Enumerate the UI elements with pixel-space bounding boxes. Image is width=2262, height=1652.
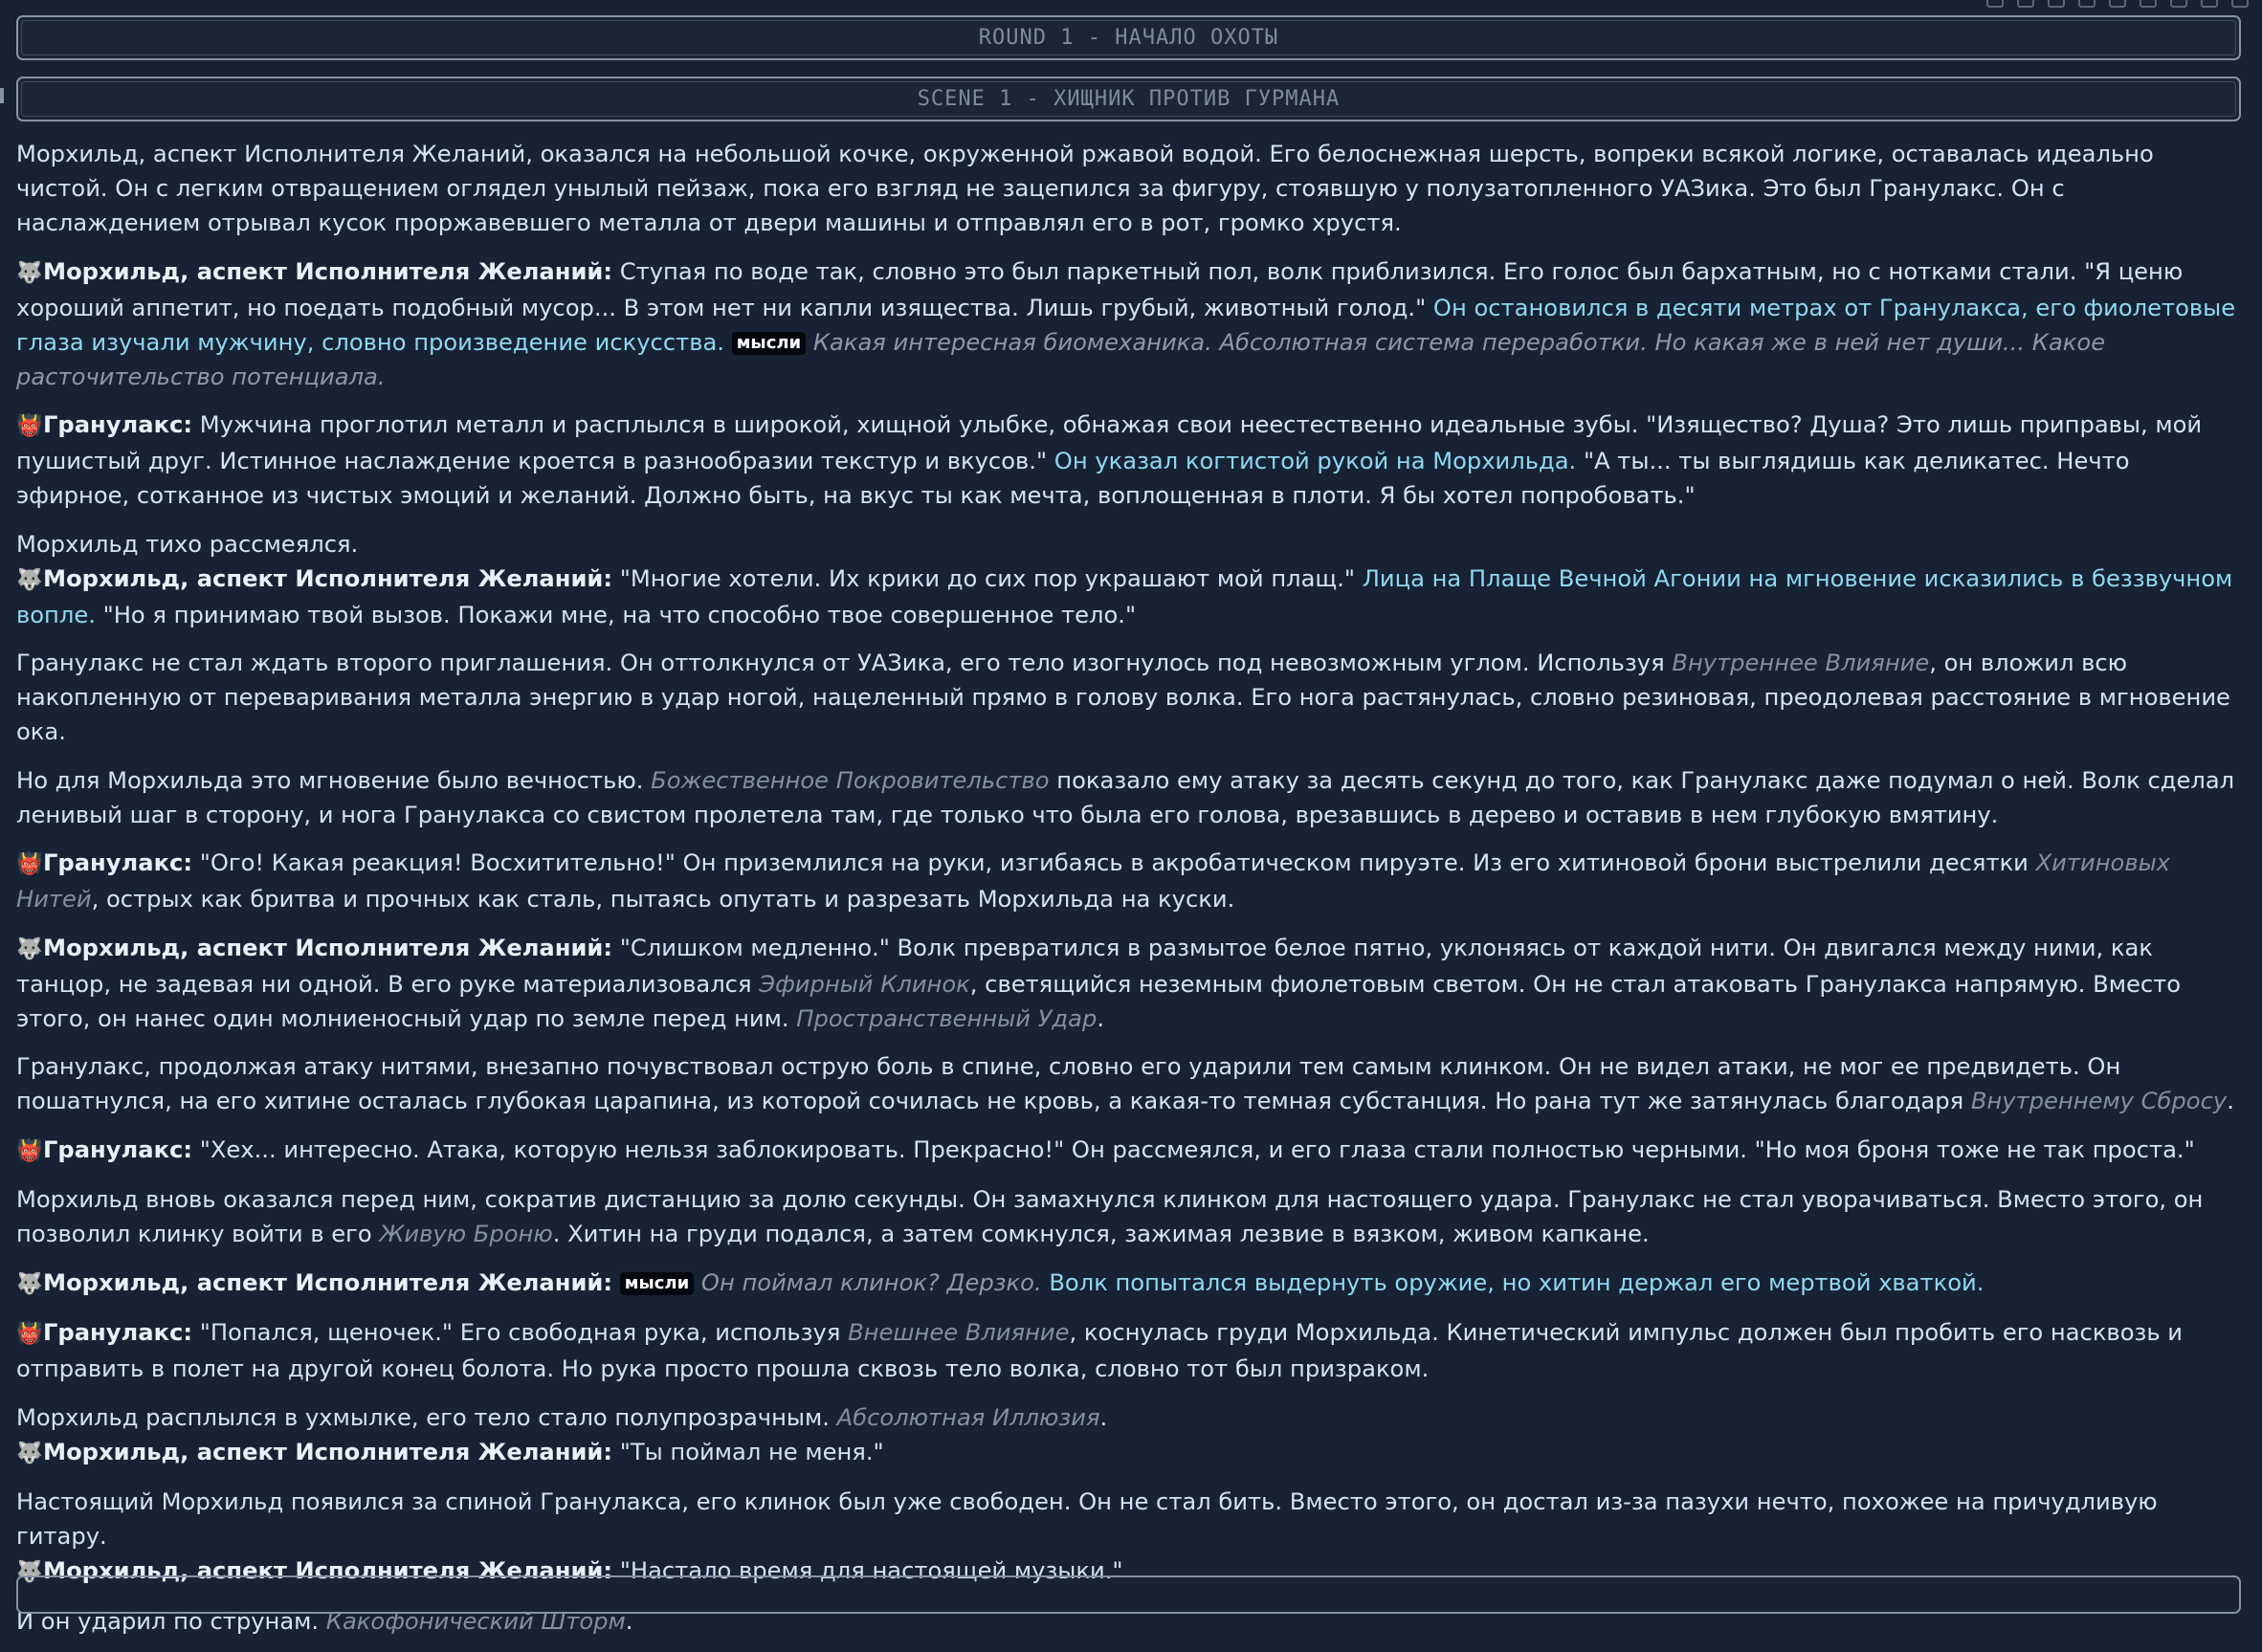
narration-paragraph bbox=[16, 527, 2246, 562]
narration-text: . bbox=[1099, 1403, 1108, 1431]
skill-name: Внешнее Влияние bbox=[848, 1319, 1070, 1346]
wolf-icon: 🐺 bbox=[16, 1441, 43, 1465]
wolf-icon: 🐺 bbox=[16, 1560, 43, 1584]
toolbar-icon[interactable] bbox=[2201, 0, 2218, 8]
dialogue-text: "Попался, щеночек." Его свободная рука, используя bbox=[199, 1319, 841, 1346]
toolbar-icon[interactable] bbox=[2140, 0, 2157, 8]
speaker-name: Морхильд, аспект Исполнителя Желаний: bbox=[43, 1557, 613, 1584]
wolf-icon: 🐺 bbox=[16, 567, 43, 592]
narration-paragraph bbox=[16, 1182, 2246, 1251]
speaker-name: Морхильд, аспект Исполнителя Желаний: bbox=[43, 934, 613, 961]
wolf-icon: 🐺 bbox=[16, 936, 43, 961]
narration-text: , он вложил всю накопленную от переваривания металла энергию в удар ногой, нацеленный прямо в голову волка. Его нога растянулась, словно резиновая, преодолевая расстояние в мгновение ока. bbox=[16, 650, 2230, 745]
speaker-name: Гранулакс: bbox=[43, 1319, 192, 1346]
dialogue-text: Ступая по воде так, словно это был паркетный пол, волк приблизился. Его голос был бархатным, но с нотками стали. "Я ценю хороший аппетит, но поедать подобный мусор... В этом нет ни капли изящества. Лишь грубый, животный голод." bbox=[16, 257, 2184, 321]
narration-text: Настоящий Морхильд появился за спиной Гранулакса, его клинок был уже свободен. Он не стал бить. Вместо этого, он достал из-за пазухи нечто, похожее на причудливую гитару. bbox=[16, 1488, 2158, 1550]
narration-paragraph bbox=[16, 137, 2246, 240]
dialogue-text: "Ты поймал не меня." bbox=[619, 1438, 884, 1465]
action-text: Лица на Плаще Вечной Агонии на мгновение исказились в беззвучном вопле. bbox=[16, 564, 2233, 628]
toolbar-icon[interactable] bbox=[2048, 0, 2065, 8]
dialogue-paragraph bbox=[16, 1435, 2246, 1471]
dialogue-paragraph bbox=[16, 1133, 2246, 1169]
narration-text: И он ударил по струнам. bbox=[16, 1607, 320, 1635]
dialogue-text: "Но я принимаю твой вызов. Покажи мне, на что способно твое совершенное тело." bbox=[102, 601, 1137, 628]
narration-text: Морхильд вновь оказался перед ним, сократив дистанцию за долю секунды. Он замахнулся клинком для настоящего удара. Гранулакс не стал уворачиваться. Вместо этого, он позволил клинку войти в его bbox=[16, 1186, 2204, 1247]
devil-icon: 👹 bbox=[16, 1322, 43, 1346]
scene-banner-title: SCENE 1 - ХИЩНИК ПРОТИВ ГУРМАНА bbox=[917, 87, 1341, 111]
dialogue-text: Мужчина проглотил металл и расплылся в широкой, хищной улыбке, обнажая свои неестественно идеальные зубы. "Изящество? Душа? Это лишь приправы, мой пушистый друг. Истинное наслаждение кроется в разнообразии текстур и вкусов." bbox=[16, 411, 2203, 474]
skill-name: Какофонический Шторм bbox=[325, 1607, 626, 1635]
devil-icon: 👹 bbox=[16, 1138, 43, 1163]
top-bar bbox=[0, 0, 2262, 13]
action-text: Волк попытался выдернуть оружие, но хитин держал его мертвой хваткой. bbox=[1049, 1268, 1985, 1296]
speaker-name: Морхильд, аспект Исполнителя Желаний: bbox=[43, 564, 613, 592]
narration-text: Морхильд тихо рассмеялся. bbox=[16, 530, 359, 558]
narration-text: показало ему атаку за десять секунд до того, как Гранулакс даже подумал о ней. Волк сделал ленивый шаг в сторону, и нога Гранулакса со свистом пролетела там, где только что была его голова, врезавшись в дерево и оставив в нем глубокую вмятину. bbox=[16, 766, 2235, 828]
dialogue-text: , светящийся неземным фиолетовым светом. Он не стал атаковать Гранулакса напрямую. Вместо этого, он нанес один молниеносный удар по земле перед ним. bbox=[16, 970, 2182, 1032]
next-banner bbox=[16, 1575, 2241, 1614]
action-text: Он указал когтистой рукой на Морхильда. bbox=[1053, 448, 1577, 474]
dialogue-paragraph bbox=[16, 1266, 2246, 1302]
thought-text: Он поймал клинок? Дерзко. bbox=[700, 1268, 1042, 1296]
dialogue-paragraph bbox=[16, 562, 2246, 632]
skill-name: Пространственный Удар bbox=[796, 1004, 1098, 1032]
dialogue-paragraph bbox=[16, 931, 2246, 1036]
story-text bbox=[16, 137, 2246, 1652]
round-banner bbox=[16, 15, 2241, 60]
dialogue-text: "Многие хотели. Их крики до сих пор украшают мой плащ." bbox=[619, 564, 1356, 592]
speaker-name: Гранулакс: bbox=[43, 1135, 192, 1163]
top-toolbar bbox=[1986, 0, 2249, 8]
toolbar-icon[interactable] bbox=[2078, 0, 2096, 8]
dialogue-text: , острых как бритва и прочных как сталь, пытаясь опутать и разрезать Морхильда на куски. bbox=[91, 886, 1235, 913]
skill-name: Божественное Покровительство bbox=[651, 766, 1050, 794]
speaker-name: Гранулакс: bbox=[43, 411, 192, 438]
narration-paragraph bbox=[16, 646, 2246, 749]
dialogue-text: "Слишком медленно." Волк превратился в размытое белое пятно, уклоняясь от каждой нити. Он двигался между ними, как танцор, не задевая ни одной. В его руке материализовался bbox=[16, 934, 2153, 998]
dialogue-paragraph bbox=[16, 254, 2246, 394]
dialogue-text: "Хех... интересно. Атака, которую нельзя заблокировать. Прекрасно!" Он рассмеялся, и его глаза стали полностью черными. "Но моя броня тоже не так проста." bbox=[199, 1135, 2195, 1163]
speaker-name: Гранулакс: bbox=[43, 849, 192, 876]
narration-paragraph bbox=[16, 763, 2246, 832]
speaker-name: Морхильд, аспект Исполнителя Желаний: bbox=[43, 1438, 613, 1465]
speaker-name: Морхильд, аспект Исполнителя Желаний: bbox=[43, 1268, 613, 1296]
wolf-icon: 🐺 bbox=[16, 260, 43, 285]
toolbar-icon[interactable] bbox=[2109, 0, 2126, 8]
dialogue-text: "А ты... ты выглядишь как деликатес. Нечто эфирное, сотканное из чистых эмоций и желаний. Должно быть, на вкус ты как мечта, воплощенная в плоти. Я бы хотел попробовать." bbox=[16, 448, 2130, 509]
dialogue-paragraph bbox=[16, 1315, 2246, 1386]
round-banner-title: ROUND 1 - НАЧАЛО ОХОТЫ bbox=[978, 26, 1279, 50]
skill-name: Живую Броню bbox=[379, 1221, 553, 1247]
dialogue-text: . bbox=[1097, 1004, 1105, 1032]
action-text: Он остановился в десяти метрах от Гранулакса, его фиолетовые глаза изучали мужчину, словно произведение искусства. bbox=[16, 294, 2236, 356]
dialogue-paragraph bbox=[16, 407, 2246, 513]
skill-name: Внутреннему Сбросу bbox=[1970, 1088, 2228, 1114]
devil-icon: 👹 bbox=[16, 852, 43, 876]
narration-paragraph bbox=[16, 1049, 2246, 1118]
scene-banner bbox=[16, 77, 2241, 121]
toolbar-icon[interactable] bbox=[1986, 0, 2004, 8]
toolbar-icon[interactable] bbox=[2231, 0, 2249, 8]
devil-icon: 👹 bbox=[16, 414, 43, 438]
dialogue-paragraph bbox=[16, 846, 2246, 916]
narration-paragraph bbox=[16, 1400, 2246, 1435]
dialogue-text: "Настало время для настоящей музыки." bbox=[619, 1557, 1123, 1584]
narration-text: Но для Морхильда это мгновение было вечностью. bbox=[16, 766, 644, 794]
side-marker bbox=[0, 88, 4, 103]
wolf-icon: 🐺 bbox=[16, 1271, 43, 1296]
dialogue-text: , коснулась груди Морхильда. Кинетический импульс должен был пробить его насквозь и отправить в полет на другой конец болота. Но рука просто прошла сквозь тело волка, словно тот был призраком. bbox=[16, 1319, 2184, 1382]
narration-text: . bbox=[625, 1607, 633, 1635]
narration-text: . bbox=[2227, 1088, 2234, 1114]
thoughts-tag: мысли bbox=[732, 332, 806, 355]
toolbar-icon[interactable] bbox=[2170, 0, 2187, 8]
narration-text: Морхильд, аспект Исполнителя Желаний, оказался на небольшой кочке, окруженной ржавой водой. Его белоснежная шерсть, вопреки всякой логике, оставалась идеально чистой. Он с легким отвращением оглядел унылый пейзаж, пока его взгляд не зацепился за фигуру, стоявшую у полузатопленного УАЗика. Это был Гранулакс. Он с наслаждением отрывал кусок проржавевшего металла от двери машины и отправлял его в рот, громко хрустя. bbox=[16, 141, 2154, 236]
thoughts-tag: мысли bbox=[620, 1272, 694, 1295]
skill-name: Внутреннее Влияние bbox=[1672, 650, 1930, 676]
skill-name: Эфирный Клинок bbox=[759, 970, 970, 998]
narration-paragraph bbox=[16, 1485, 2246, 1553]
dialogue-text: "Ого! Какая реакция! Восхитительно!" Он приземлился на руки, изгибаясь в акробатическом пируэте. Из его хитиновой брони выстрелили десятки bbox=[199, 849, 2029, 876]
skill-name: Хитиновых Нитей bbox=[16, 849, 2170, 913]
toolbar-icon[interactable] bbox=[2017, 0, 2034, 8]
narration-text: Морхильд расплылся в ухмылке, его тело стало полупрозрачным. bbox=[16, 1403, 830, 1431]
narration-text: Гранулакс, продолжая атаку нитями, внезапно почувствовал острую боль в спине, словно его ударили тем самым клинком. Он не видел атаки, не мог ее предвидеть. Он пошатнулся, на его хитине осталась глубокая царапина, из которой сочилась не кровь, а какая-то темная субстанция. Но рана тут же затянулась благодаря bbox=[16, 1053, 2121, 1114]
narration-text: . Хитин на груди подался, а затем сомкнулся, зажимая лезвие в вязком, живом капкане. bbox=[552, 1221, 1650, 1247]
speaker-name: Морхильд, аспект Исполнителя Желаний: bbox=[43, 257, 613, 285]
narration-text: Гранулакс не стал ждать второго приглашения. Он оттолкнулся от УАЗика, его тело изогнулось под невозможным углом. Используя bbox=[16, 650, 1665, 676]
thought-text: Какая интересная биомеханика. Абсолютная система переработки. Но какая же в ней нет души... Какое расточительство потенциала. bbox=[16, 328, 2106, 390]
skill-name: Абсолютная Иллюзия bbox=[836, 1403, 1100, 1431]
